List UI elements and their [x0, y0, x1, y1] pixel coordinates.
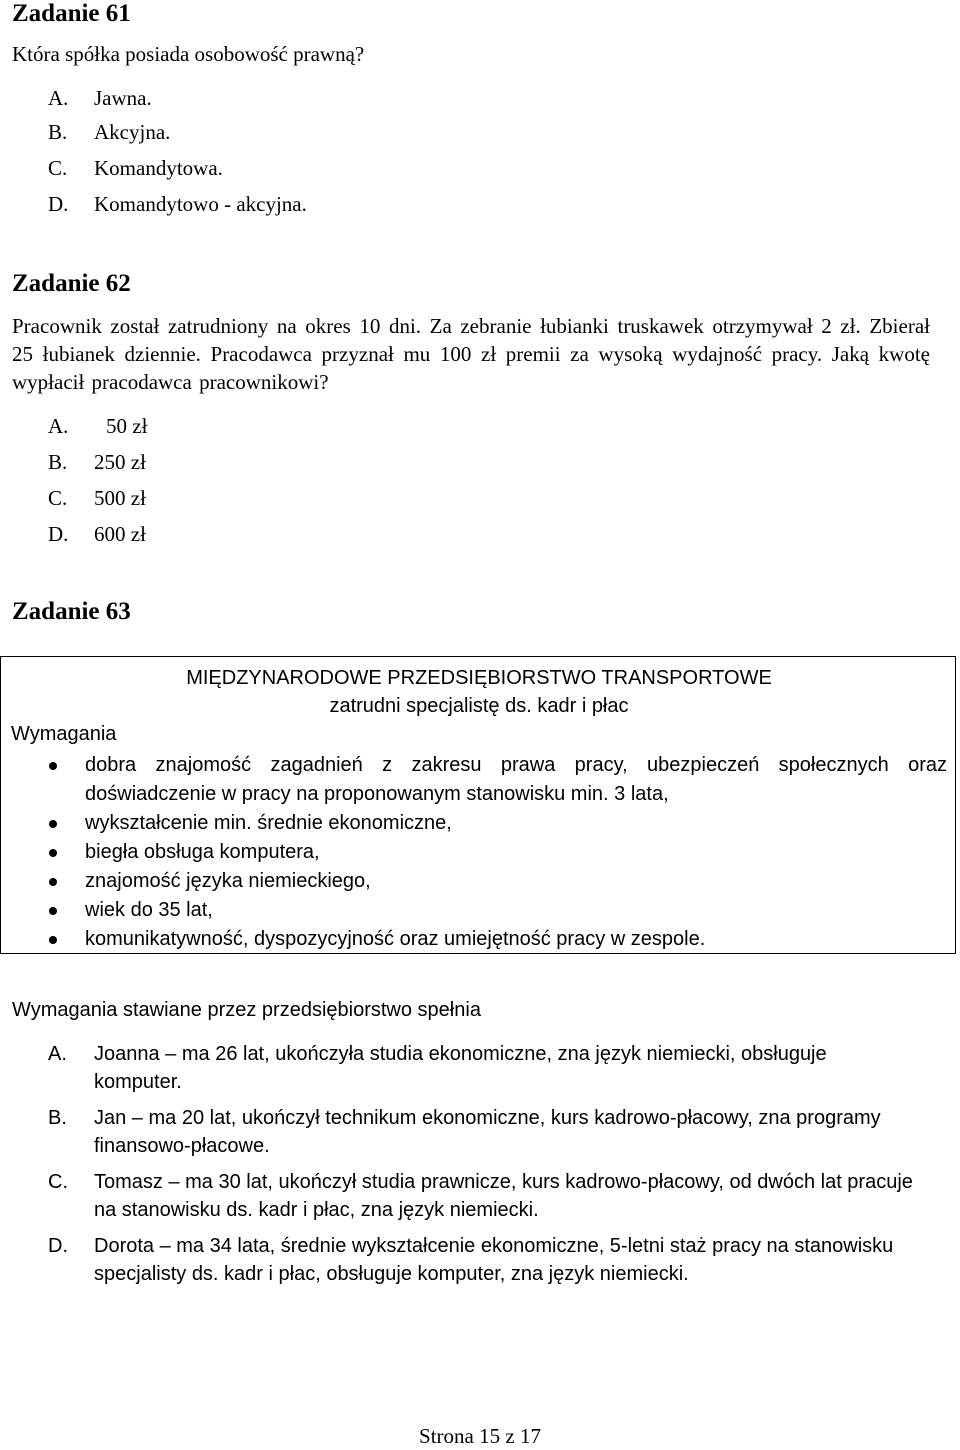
list-item: [1, 896, 957, 925]
option-letter: C.: [48, 156, 68, 180]
bullet-icon: [49, 936, 57, 944]
ad-requirements-label: Wymagania: [11, 723, 117, 745]
task-62-question: Pracownik został zatrudniony na okres 10 dni. Za zebranie łubianki truskawek otrzymywał 2 zł. Zbierał 25 łubianek dziennie. Pracodawca przyznał mu 100 zł premii za wysoką wydajność pracy. Jaką kwotę wypłacił pracodawca pracownikowi?: [12, 314, 930, 394]
option-letter: A.: [48, 86, 69, 110]
task-61-title: Zadanie 61: [12, 0, 131, 27]
bullet-icon: [49, 820, 57, 828]
option-letter: A.: [48, 1043, 67, 1065]
task-63-option-c: [48, 1168, 918, 1224]
option-letter: D.: [48, 1235, 68, 1257]
job-ad-box: [0, 656, 956, 954]
option-letter: D.: [48, 192, 69, 216]
option-letter: C.: [48, 486, 68, 510]
list-item: [1, 867, 957, 896]
list-item: [1, 751, 957, 809]
option-letter: B.: [48, 450, 68, 474]
task-63-title: Zadanie 63: [12, 598, 131, 625]
option-letter: C.: [48, 1171, 68, 1193]
option-text: Dorota – ma 34 lata, średnie wykształcenie ekonomiczne, 5-letni staż pracy na stanowisku specjalisty ds. kadr i płac, obsługuje komputer, zna język niemiecki.: [94, 1235, 894, 1285]
task-63-question: Wymagania stawiane przez przedsiębiorstwo spełnia: [12, 999, 481, 1021]
task-63-option-a: [48, 1040, 918, 1096]
option-text: Tomasz – ma 30 lat, ukończył studia prawnicze, kurs kadrowo-płacowy, od dwóch lat pracuje na stanowisku ds. kadr i płac, zna język niemiecki.: [94, 1171, 913, 1221]
task-61-question: Która spółka posiada osobowość prawną?: [12, 42, 365, 66]
requirement-text: dobra znajomość zagadnień z zakresu prawa pracy, ubezpieczeń społecznych oraz doświadczenie w pracy na proponowanym stanowisku min. 3 lata,: [85, 754, 947, 805]
option-text: 600 zł: [94, 522, 146, 546]
ad-company-name: MIĘDZYNARODOWE PRZEDSIĘBIORSTWO TRANSPORTOWE: [186, 667, 772, 689]
ad-requirements-list: [1, 751, 957, 954]
bullet-icon: [49, 762, 57, 770]
option-letter: B.: [48, 1107, 67, 1129]
requirement-text: znajomość języka niemieckiego,: [85, 870, 371, 892]
list-item: [1, 838, 957, 867]
option-text: Komandytowo - akcyjna.: [94, 192, 307, 216]
page-number: Strona 15 z 17: [419, 1424, 541, 1448]
list-item: [1, 925, 957, 954]
option-text: Akcyjna.: [94, 120, 171, 144]
requirement-text: komunikatywność, dyspozycyjność oraz umiejętność pracy w zespole.: [85, 928, 706, 950]
option-text: 500 zł: [94, 486, 146, 510]
task-63-option-b: [48, 1104, 918, 1160]
option-text: 50 zł: [106, 414, 148, 438]
task-62-title: Zadanie 62: [12, 270, 131, 297]
option-text: Jan – ma 20 lat, ukończył technikum ekonomiczne, kurs kadrowo-płacowy, zna programy finansowo-płacowe.: [94, 1107, 881, 1157]
option-text: Jawna.: [94, 86, 152, 110]
option-text: 250 zł: [94, 450, 146, 474]
ad-subtitle: zatrudni specjalistę ds. kadr i płac: [329, 695, 629, 717]
task-63-option-d: [48, 1232, 918, 1288]
option-text: Komandytowa.: [94, 156, 223, 180]
requirement-text: wykształcenie min. średnie ekonomiczne,: [85, 812, 452, 834]
option-letter: B.: [48, 120, 68, 144]
option-text: Joanna – ma 26 lat, ukończyła studia ekonomiczne, zna język niemiecki, obsługuje komputer.: [94, 1043, 827, 1093]
bullet-icon: [49, 878, 57, 886]
option-letter: A.: [48, 414, 69, 438]
bullet-icon: [49, 907, 57, 915]
requirement-text: wiek do 35 lat,: [85, 899, 213, 921]
requirement-text: biegła obsługa komputera,: [85, 841, 320, 863]
bullet-icon: [49, 849, 57, 857]
list-item: [1, 809, 957, 838]
option-letter: D.: [48, 522, 69, 546]
